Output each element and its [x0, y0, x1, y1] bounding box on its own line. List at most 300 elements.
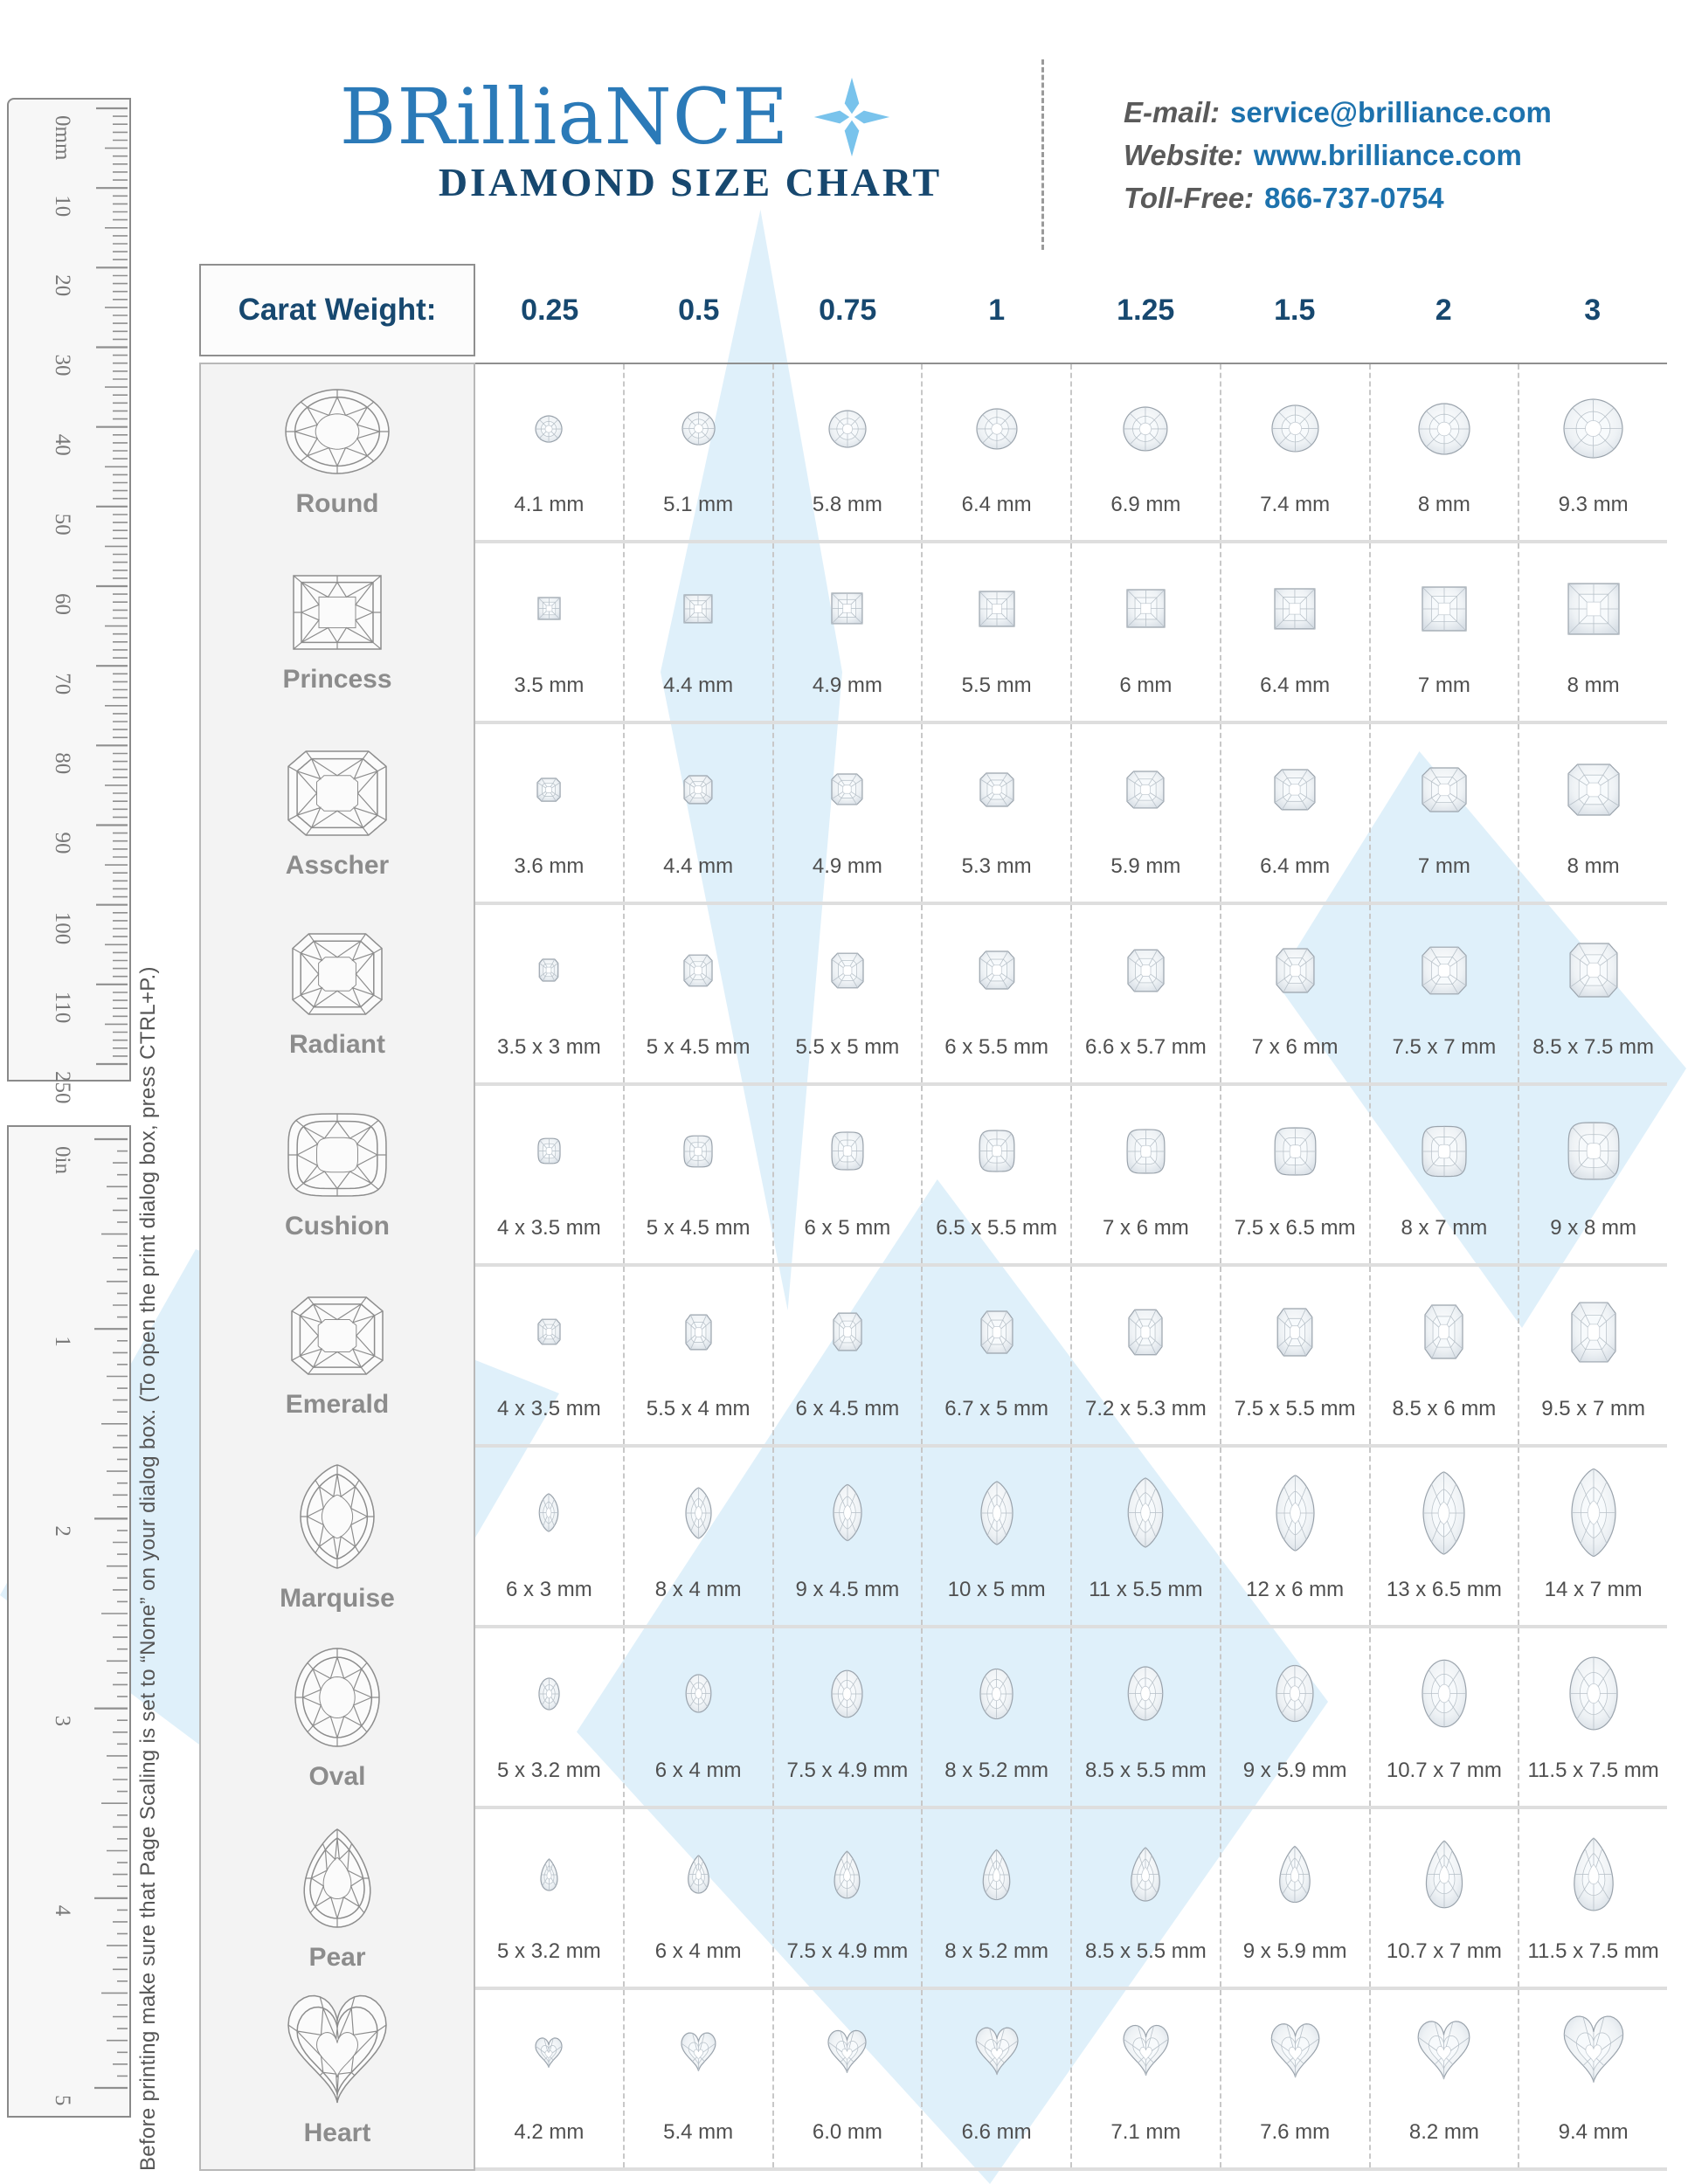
svg-text:2: 2: [51, 1525, 74, 1537]
contact-value[interactable]: www.brilliance.com: [1253, 139, 1522, 171]
round-diamond-image: [1121, 364, 1170, 493]
size-cell: [623, 724, 772, 902]
size-value: 7.5 x 6.5 mm: [1234, 1216, 1356, 1240]
contact-line: [1124, 91, 1552, 134]
cushion-diamond-image: [536, 1086, 563, 1216]
size-value: 9 x 8 mm: [1550, 1216, 1636, 1240]
asscher-diamond-image: [829, 724, 865, 854]
sparkle-icon: [812, 77, 892, 157]
size-value: 6 x 4 mm: [654, 1939, 742, 1963]
princess-diamond-image: [681, 543, 715, 674]
emerald-diamond-image: [1275, 1267, 1315, 1397]
heart-diamond-image: [973, 1990, 1020, 2120]
size-value: 7.5 x 7 mm: [1392, 1035, 1497, 1059]
princess-diamond-image: [1420, 543, 1469, 674]
size-cell: [475, 1809, 623, 1987]
size-row-marquise: [475, 1448, 1667, 1628]
size-row-pear: [475, 1809, 1667, 1990]
size-cell: [772, 1448, 922, 1625]
marquise-diamond-image: [1274, 1448, 1317, 1578]
cushion-diamond-image: [829, 1086, 866, 1216]
size-value: 5 x 3.2 mm: [497, 1759, 601, 1782]
table-row: [199, 1086, 1667, 1267]
size-cell: [921, 1267, 1070, 1444]
size-cell: [1070, 1990, 1220, 2167]
pear-diamond-image: [978, 1809, 1015, 1939]
mm-ruler: [7, 98, 131, 1104]
size-value: 3.6 mm: [514, 854, 585, 878]
size-value: 5.1 mm: [663, 493, 734, 516]
size-value: 8.5 x 7.5 mm: [1532, 1035, 1654, 1059]
size-cell: [772, 364, 922, 540]
shape-cell-oval: [199, 1628, 475, 1809]
size-value: 14 x 7 mm: [1544, 1578, 1643, 1601]
asscher-shape-icon: [286, 749, 389, 842]
size-cell: [623, 364, 772, 540]
shape-label: Marquise: [280, 1584, 395, 1613]
size-cell: [475, 1267, 623, 1444]
pear-diamond-image: [536, 1809, 562, 1939]
table-row: [199, 543, 1667, 724]
svg-text:60: 60: [51, 593, 74, 615]
size-value: 9 x 5.9 mm: [1242, 1759, 1347, 1782]
asscher-diamond-image: [1124, 724, 1166, 854]
radiant-shape-icon: [290, 931, 384, 1021]
emerald-shape-icon: [289, 1295, 385, 1381]
pear-diamond-image: [1420, 1809, 1469, 1939]
size-value: 6.4 mm: [1260, 674, 1331, 697]
pear-diamond-image: [1125, 1809, 1166, 1939]
size-row-heart: [475, 1990, 1667, 2171]
size-cell: [772, 1086, 922, 1263]
size-cell: [772, 1628, 922, 1806]
size-row-emerald: [475, 1267, 1667, 1448]
size-value: 6.7 x 5 mm: [944, 1397, 1048, 1420]
size-value: 7.1 mm: [1110, 2120, 1181, 2144]
round-diamond-image: [680, 364, 717, 493]
svg-text:40: 40: [51, 433, 74, 456]
carat-weight-header: 3: [1584, 293, 1602, 327]
size-row-cushion: [475, 1086, 1667, 1267]
size-cell: [1070, 364, 1220, 540]
asscher-diamond-image: [535, 724, 563, 854]
size-cell: [623, 1267, 772, 1444]
shape-cell-cushion: [199, 1086, 475, 1267]
size-cell: [1369, 1086, 1519, 1263]
size-cell: [921, 1086, 1070, 1263]
size-cell: [1220, 1990, 1369, 2167]
heart-diamond-image: [533, 1990, 564, 2120]
size-value: 9.3 mm: [1558, 493, 1629, 516]
size-row-princess: [475, 543, 1667, 724]
size-cell: [1220, 1448, 1369, 1625]
svg-text:90: 90: [51, 832, 74, 854]
table-row: [199, 724, 1667, 905]
carat-weight-header: 0.5: [678, 293, 720, 327]
size-cell: [1369, 1267, 1519, 1444]
size-row-round: [475, 363, 1667, 543]
size-cell: [772, 1809, 922, 1987]
emerald-diamond-image: [1569, 1267, 1618, 1397]
size-cell: [1518, 724, 1667, 902]
shape-cell-asscher: [199, 724, 475, 905]
size-value: 4.1 mm: [514, 493, 585, 516]
size-cell: [1220, 543, 1369, 721]
size-value: 5.3 mm: [961, 854, 1032, 878]
size-cell: [1369, 1628, 1519, 1806]
round-diamond-image: [974, 364, 1020, 493]
shape-label: Cushion: [285, 1212, 390, 1241]
size-cell: [475, 724, 623, 902]
size-value: 5.5 mm: [961, 674, 1032, 697]
size-value: 9.4 mm: [1558, 2120, 1629, 2144]
size-value: 8 mm: [1567, 854, 1620, 878]
oval-diamond-image: [978, 1628, 1015, 1759]
princess-diamond-image: [536, 543, 563, 674]
round-diamond-image: [1269, 364, 1321, 493]
pear-diamond-image: [683, 1809, 714, 1939]
chart-title: DIAMOND SIZE CHART: [438, 160, 943, 204]
radiant-diamond-image: [1274, 905, 1317, 1035]
svg-text:50: 50: [51, 513, 74, 536]
table-row: [199, 1990, 1667, 2171]
size-value: 7 x 6 mm: [1103, 1216, 1189, 1240]
table-row: [199, 905, 1667, 1086]
shape-cell-pear: [199, 1809, 475, 1990]
table-row: [199, 1628, 1667, 1809]
size-value: 4.4 mm: [663, 674, 734, 697]
size-value: 5 x 4.5 mm: [646, 1216, 751, 1240]
carat-weight-row: [475, 264, 1667, 356]
size-row-radiant: [475, 905, 1667, 1086]
round-diamond-image: [1416, 364, 1472, 493]
size-cell: [1070, 1267, 1220, 1444]
size-cell: [623, 543, 772, 721]
marquise-diamond-image: [831, 1448, 864, 1578]
size-cell: [1070, 543, 1220, 721]
size-cell: [772, 1267, 922, 1444]
size-cell: [475, 543, 623, 721]
size-table: [199, 363, 1667, 2171]
asscher-diamond-image: [1566, 724, 1622, 854]
table-row: [199, 1809, 1667, 1990]
size-value: 6.4 mm: [961, 493, 1032, 516]
emerald-diamond-image: [979, 1267, 1015, 1397]
size-cell: [921, 1628, 1070, 1806]
size-cell: [921, 364, 1070, 540]
contact-label: E-mail:: [1124, 96, 1221, 128]
size-cell: [921, 905, 1070, 1082]
emerald-diamond-image: [1126, 1267, 1165, 1397]
svg-text:70: 70: [51, 673, 74, 695]
contact-value[interactable]: service@brilliance.com: [1230, 96, 1552, 128]
contact-line: [1124, 176, 1552, 219]
size-cell: [921, 1448, 1070, 1625]
size-value: 8 mm: [1567, 674, 1620, 697]
size-cell: [1220, 1267, 1369, 1444]
size-cell: [1369, 724, 1519, 902]
svg-text:250: 250: [51, 1071, 74, 1104]
size-value: 13 x 6.5 mm: [1386, 1578, 1502, 1601]
contact-label: Website:: [1124, 139, 1243, 171]
round-diamond-image: [1561, 364, 1625, 493]
size-value: 5 x 3.2 mm: [497, 1939, 601, 1963]
size-cell: [475, 1086, 623, 1263]
princess-diamond-image: [1566, 543, 1622, 674]
size-cell: [1369, 1448, 1519, 1625]
svg-text:0mm: 0mm: [51, 115, 74, 161]
inch-ruler: [7, 1125, 131, 2118]
page-header: [0, 0, 1688, 262]
princess-shape-icon: [291, 573, 384, 656]
size-value: 11.5 x 7.5 mm: [1527, 1939, 1659, 1963]
size-value: 4 x 3.5 mm: [497, 1216, 601, 1240]
size-cell: [1369, 543, 1519, 721]
size-row-oval: [475, 1628, 1667, 1809]
size-cell: [1369, 1990, 1519, 2167]
carat-weight-header: 1.25: [1117, 293, 1175, 327]
size-cell: [1070, 724, 1220, 902]
svg-text:10: 10: [51, 195, 74, 218]
size-cell: [1070, 905, 1220, 1082]
heart-diamond-image: [826, 1990, 868, 2120]
cushion-diamond-image: [977, 1086, 1017, 1216]
size-value: 4.9 mm: [812, 674, 882, 697]
table-row: [199, 1448, 1667, 1628]
size-value: 8 x 7 mm: [1401, 1216, 1488, 1240]
heart-diamond-image: [679, 1990, 718, 2120]
size-value: 3.5 mm: [514, 674, 585, 697]
oval-diamond-image: [1420, 1628, 1469, 1759]
svg-text:1: 1: [51, 1336, 74, 1347]
size-value: 4 x 3.5 mm: [497, 1397, 601, 1420]
size-value: 10 x 5 mm: [947, 1578, 1046, 1601]
oval-diamond-image: [536, 1628, 562, 1759]
size-cell: [475, 1448, 623, 1625]
print-instructions: Before printing make sure that Page Scaling is set to “None” on your dialog box. (To open the print dialog box, press CTRL+P.): [136, 966, 160, 2171]
radiant-diamond-image: [977, 905, 1017, 1035]
size-value: 6.5 x 5.5 mm: [936, 1216, 1057, 1240]
table-row: [199, 363, 1667, 543]
cushion-diamond-image: [1420, 1086, 1469, 1216]
size-cell: [921, 1809, 1070, 1987]
round-shape-icon: [283, 387, 391, 480]
svg-text:20: 20: [51, 274, 74, 297]
svg-text:3: 3: [51, 1715, 74, 1727]
size-cell: [1518, 364, 1667, 540]
size-cell: [772, 905, 922, 1082]
size-value: 3.5 x 3 mm: [497, 1035, 601, 1059]
size-row-asscher: [475, 724, 1667, 905]
shape-cell-heart: [199, 1990, 475, 2171]
size-value: 7 mm: [1417, 674, 1470, 697]
size-value: 9 x 4.5 mm: [795, 1578, 900, 1601]
shape-label: Oval: [308, 1762, 366, 1791]
emerald-diamond-image: [536, 1267, 563, 1397]
size-value: 5.5 x 4 mm: [646, 1397, 751, 1420]
size-cell: [1220, 724, 1369, 902]
size-cell: [1070, 1628, 1220, 1806]
size-cell: [1518, 1628, 1667, 1806]
oval-diamond-image: [683, 1628, 714, 1759]
pear-diamond-image: [829, 1809, 865, 1939]
logo-wordmark: BRilliaNCE: [339, 72, 790, 162]
marquise-diamond-image: [536, 1448, 561, 1578]
size-cell: [1518, 905, 1667, 1082]
size-value: 7.5 x 4.9 mm: [786, 1759, 909, 1782]
svg-text:0in: 0in: [51, 1146, 74, 1174]
asscher-diamond-image: [1420, 724, 1469, 854]
size-value: 9 x 5.9 mm: [1242, 1939, 1347, 1963]
carat-weight-label: Carat Weight:: [238, 293, 437, 327]
size-cell: [475, 905, 623, 1082]
marquise-diamond-image: [979, 1448, 1015, 1578]
emerald-diamond-image: [1422, 1267, 1465, 1397]
size-value: 8 x 5.2 mm: [944, 1939, 1048, 1963]
carat-weight-header: 0.75: [819, 293, 877, 327]
size-cell: [475, 1990, 623, 2167]
cushion-shape-icon: [286, 1111, 389, 1203]
size-value: 6 mm: [1119, 674, 1173, 697]
size-value: 5.4 mm: [663, 2120, 734, 2144]
contact-block: [1124, 91, 1552, 219]
svg-text:30: 30: [51, 354, 74, 377]
size-value: 8.5 x 5.5 mm: [1085, 1759, 1207, 1782]
size-value: 8.5 x 5.5 mm: [1085, 1939, 1207, 1963]
size-value: 6 x 5.5 mm: [944, 1035, 1048, 1059]
emerald-diamond-image: [683, 1267, 714, 1397]
size-value: 6.6 x 5.7 mm: [1085, 1035, 1207, 1059]
size-value: 10.7 x 7 mm: [1386, 1759, 1502, 1782]
cushion-diamond-image: [1124, 1086, 1167, 1216]
size-cell: [623, 1990, 772, 2167]
shape-cell-princess: [199, 543, 475, 724]
size-cell: [1518, 1448, 1667, 1625]
size-value: 7.5 x 5.5 mm: [1234, 1397, 1356, 1420]
dashed-divider: [1041, 59, 1044, 250]
radiant-diamond-image: [829, 905, 866, 1035]
size-value: 4.9 mm: [812, 854, 882, 878]
pear-diamond-image: [1274, 1809, 1316, 1939]
size-cell: [1220, 1809, 1369, 1987]
size-cell: [623, 1086, 772, 1263]
shape-label: Emerald: [285, 1390, 390, 1419]
marquise-diamond-image: [683, 1448, 714, 1578]
size-cell: [921, 1990, 1070, 2167]
size-value: 4.4 mm: [663, 854, 734, 878]
size-cell: [1369, 905, 1519, 1082]
shape-label: Round: [295, 489, 379, 518]
radiant-diamond-image: [1567, 905, 1620, 1035]
cushion-diamond-image: [1566, 1086, 1622, 1216]
carat-weight-header: 1.5: [1274, 293, 1316, 327]
pear-shape-icon: [294, 1827, 380, 1934]
heart-shape-icon: [286, 2013, 389, 2110]
size-value: 6 x 4 mm: [654, 1759, 742, 1782]
shape-cell-round: [199, 363, 475, 543]
princess-diamond-image: [829, 543, 865, 674]
asscher-diamond-image: [681, 724, 715, 854]
round-diamond-image: [827, 364, 868, 493]
cushion-diamond-image: [681, 1086, 715, 1216]
size-cell: [1070, 1448, 1220, 1625]
svg-text:80: 80: [51, 752, 74, 775]
size-cell: [1220, 1086, 1369, 1263]
size-value: 12 x 6 mm: [1246, 1578, 1345, 1601]
heart-diamond-image: [1121, 1990, 1171, 2120]
size-cell: [623, 1809, 772, 1987]
size-value: 4.2 mm: [514, 2120, 585, 2144]
size-cell: [772, 543, 922, 721]
heart-diamond-image: [1561, 1990, 1626, 2120]
size-value: 6.6 mm: [961, 2120, 1032, 2144]
contact-value[interactable]: 866-737-0754: [1264, 182, 1444, 214]
size-value: 8.2 mm: [1408, 2120, 1479, 2144]
carat-weight-header: 1: [988, 293, 1006, 327]
emerald-diamond-image: [831, 1267, 864, 1397]
oval-shape-icon: [293, 1646, 382, 1753]
size-cell: [1070, 1809, 1220, 1987]
svg-text:4: 4: [51, 1904, 74, 1917]
size-value: 6 x 3 mm: [506, 1578, 592, 1601]
radiant-diamond-image: [1125, 905, 1166, 1035]
size-cell: [772, 1990, 922, 2167]
brilliance-logo: [253, 72, 979, 205]
asscher-diamond-image: [1272, 724, 1318, 854]
size-value: 7.4 mm: [1260, 493, 1331, 516]
marquise-diamond-image: [1125, 1448, 1166, 1578]
size-value: 8 mm: [1417, 493, 1470, 516]
carat-weight-header-box: [199, 264, 475, 356]
cushion-diamond-image: [1272, 1086, 1318, 1216]
size-value: 7.5 x 4.9 mm: [786, 1939, 909, 1963]
carat-weight-header: 2: [1435, 293, 1452, 327]
size-cell: [921, 543, 1070, 721]
size-cell: [1220, 905, 1369, 1082]
carat-weight-header: 0.25: [521, 293, 579, 327]
contact-label: Toll-Free:: [1124, 182, 1255, 214]
size-value: 7 x 6 mm: [1251, 1035, 1339, 1059]
size-cell: [1518, 543, 1667, 721]
size-cell: [1220, 1628, 1369, 1806]
shape-label: Pear: [308, 1943, 366, 1972]
size-value: 5.5 x 5 mm: [795, 1035, 900, 1059]
size-value: 5 x 4.5 mm: [646, 1035, 751, 1059]
table-row: [199, 1267, 1667, 1448]
size-value: 6 x 5 mm: [804, 1216, 891, 1240]
size-cell: [475, 364, 623, 540]
svg-text:5: 5: [51, 2095, 74, 2106]
oval-diamond-image: [829, 1628, 865, 1759]
radiant-diamond-image: [536, 905, 561, 1035]
size-value: 6 x 4.5 mm: [795, 1397, 900, 1420]
size-cell: [1070, 1086, 1220, 1263]
heart-diamond-image: [1415, 1990, 1472, 2120]
marquise-shape-icon: [298, 1462, 377, 1575]
size-cell: [623, 1628, 772, 1806]
shape-label: Radiant: [288, 1030, 385, 1059]
oval-diamond-image: [1125, 1628, 1166, 1759]
size-value: 5.8 mm: [812, 493, 882, 516]
size-cell: [1220, 364, 1369, 540]
princess-diamond-image: [977, 543, 1017, 674]
size-cell: [623, 1448, 772, 1625]
oval-diamond-image: [1274, 1628, 1316, 1759]
size-value: 9.5 x 7 mm: [1541, 1397, 1645, 1420]
svg-text:100: 100: [51, 911, 74, 945]
princess-diamond-image: [1124, 543, 1167, 674]
contact-line: [1124, 134, 1552, 176]
